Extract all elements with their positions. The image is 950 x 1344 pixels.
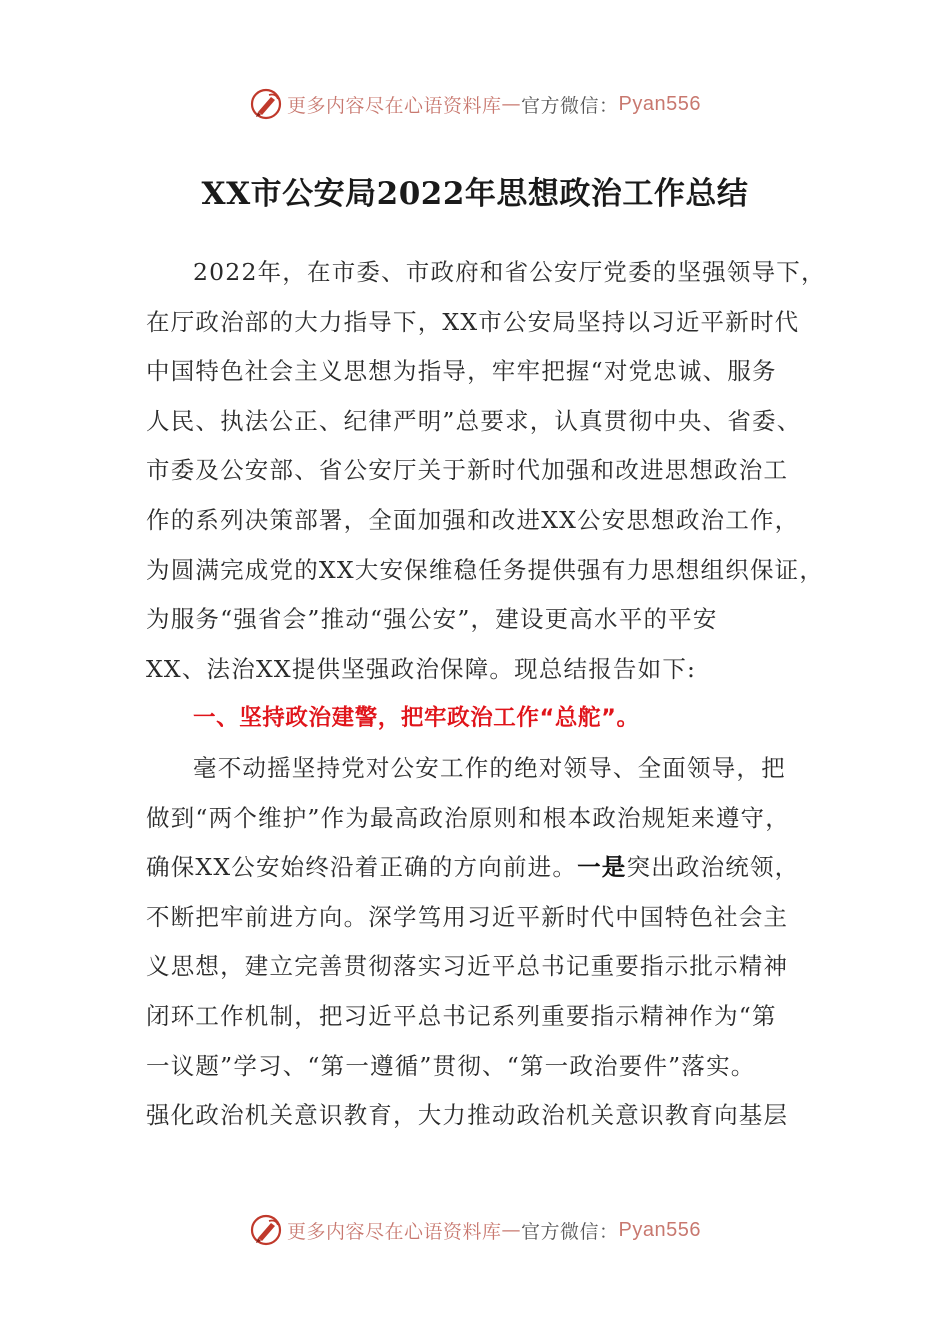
header-banner [0,84,950,124]
body-line: 闭环工作机制，把习近平总书记系列重要指示精神作为“第 [146,1001,777,1030]
body-text: 突出政治统领， [626,853,800,882]
document-body [146,248,826,1141]
body-line: 在厅政治部的大力指导下，XX市公安局坚持以习近平新时代 [146,307,800,336]
pen-logo-icon [249,1213,283,1247]
banner-wechat-id: Pyan556 [618,1218,701,1241]
pen-logo-icon [249,87,283,121]
body-line: 市委及公安部、省公安厅关于新时代加强和改进思想政治工 [146,456,789,485]
body-line [146,843,814,893]
body-line: 一议题”学习、“第一遵循”贯彻、“第一政治要件”落实。 [146,1051,756,1080]
banner-label: 官方微信： [521,1220,619,1243]
banner-wechat-id: Pyan556 [618,92,701,115]
body-line: 中国特色社会主义思想为指导，牢牢把握“对党忠诚、服务 [146,357,777,386]
body-line: 作的系列决策部署，全面加强和改进XX公安思想政治工作， [146,505,800,534]
body-line: 毫不动摇坚持党对公安工作的绝对领导、全面领导，把 [193,753,786,782]
body-line: XX、法治XX提供坚强政治保障。现总结报告如下: [146,654,697,683]
banner-dash: — [501,93,522,115]
body-line: 为服务“强省会”推动“强公安”，建设更高水平的平安 [146,605,718,634]
body-line: 强化政治机关意识教育，大力推动政治机关意识教育向基层 [146,1101,789,1130]
banner-label: 官方微信： [521,94,619,117]
banner-brand: 更多内容尽在心语资料库 [287,94,502,117]
body-line: 义思想，建立完善贯彻落实习近平总书记重要指示批示精神 [146,952,789,981]
body-text: 确保XX公安始终沿着正确的方向前进。 [146,853,578,882]
document-title: XX市公安局2022年思想政治工作总结 [201,176,749,212]
body-line: 不断把牢前进方向。深学笃用习近平新时代中国特色社会主 [146,902,789,931]
section-heading: 一、坚持政治建警，把牢政治工作“总舵”。 [193,705,640,732]
body-line: 为圆满完成党的XX大安保维稳任务提供强有力思想组织保证， [146,555,825,584]
emphasis-text: 一是 [577,853,627,882]
body-line: 2022年，在市委、市政府和省公安厅党委的坚强领导下， [193,258,826,286]
banner-dash: — [501,1219,522,1241]
body-line: 做到“两个维护”作为最高政治原则和根本政治规矩来遵守， [146,803,790,832]
footer-banner [0,1210,950,1250]
banner-brand: 更多内容尽在心语资料库 [287,1220,502,1243]
body-line: 人民、执法公正、纪律严明”总要求，认真贯彻中央、省委、 [146,406,802,435]
